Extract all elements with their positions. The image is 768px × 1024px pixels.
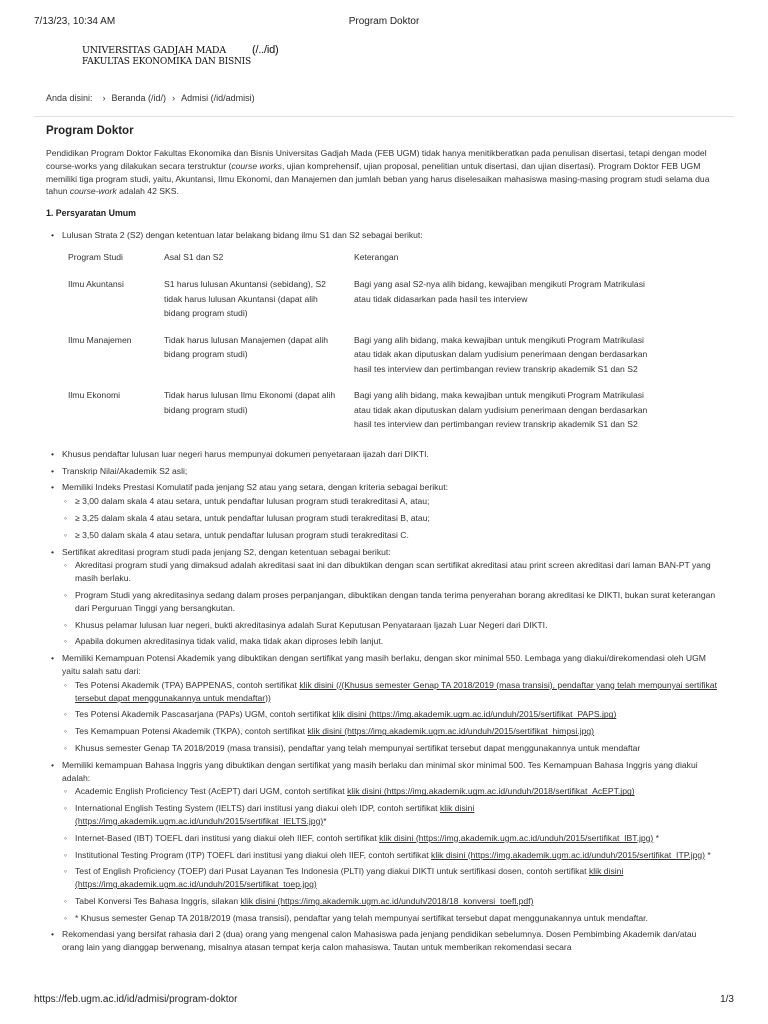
table-cell: Tidak harus lulusan Manajemen (dapat alih bidang program studi) <box>164 334 329 360</box>
logo-link[interactable]: (/../id) <box>252 44 279 56</box>
logo-university: UNIVERSITAS GADJAH MADA <box>82 45 226 56</box>
table-header-row <box>62 247 666 275</box>
print-header <box>34 16 734 30</box>
breadcrumb-label: Anda disini: <box>46 93 93 103</box>
sub-list-item: ◦ Tabel Konversi Tes Bahasa Inggris, silakan klik disini (https://img.akademik.ugm.ac.id/unduh/2018/18_konversi_toefl.pdf) <box>62 895 718 908</box>
conversion-table-link[interactable]: klik disini (https://img.akademik.ugm.ac.id/unduh/2018/18_konversi_toefl.pdf) <box>240 895 534 906</box>
sub-list-item: ◦ Tes Potensi Akademik (TPA) BAPPENAS, contoh sertifikat klik disini (/(Khusus semester Genap TA 2018/2019 (masa transisi), pendaftar yang telah mempunyai sertifikat tersebut dapat menggunakannya untuk mendaftar)) <box>62 679 718 705</box>
example-certificate-link[interactable]: klik disini (https://img.akademik.ugm.ac.id/unduh/2015/sertifikat_toep.jpg) <box>75 866 624 890</box>
tpa-sublist <box>62 679 718 755</box>
list-item: • Lulusan Strata 2 (S2) dengan ketentuan latar belakang bidang ilmu S1 dan S2 sebagai berikut: Program Studi Asal S1 dan S2 Keterangan Ilmu Akuntansi S1 harus lulusan Akuntansi (sebidang), S2 tidak harus lulusan Akuntansi (dapat alih bidang program studi) Bagi yang asal S2-nya alih bidang, kewajiban mengikuti Program Matrikulasi atau tidak didasarkan pada hasil tes interview Ilmu Manajemen Tidak harus lulusan Manajemen (dapat alih bidang program studi) Bagi yang alih bidang, maka kewajiban untuk mengikuti Program Matrikulasi atau tidak akan diputuskan dalam yudisium penerimaan dengan berdasarkan hasil tes interview dan pertimbangan review transkrip akademik S1 dan S2 Ilmu Ekonomi Tidak harus lulusan Ilmu Ekonomi (dapat alih bidang program studi) Bagi yang alih bidang, maka kewajiban untuk mengikuti Program Matrikulasi atau tidak akan diputuskan dalam yudisium penerimaan dengan berdasarkan hasil tes interview dan pertimbangan review transkrip akademik S1 dan S2 <box>46 229 718 441</box>
breadcrumb-admisi-link[interactable]: Admisi (/id/admisi) <box>181 93 255 103</box>
example-certificate-link[interactable]: klik disini (https://img.akademik.ugm.ac.id/unduh/2015/sertifikat_IELTS.jpg) <box>75 803 475 826</box>
table-row <box>62 385 666 441</box>
table-cell: S1 harus lulusan Akuntansi (sebidang), S2 tidak harus lulusan Akuntansi (dapat alih bidang program studi) <box>164 279 326 319</box>
table-row <box>62 330 666 386</box>
example-certificate-link[interactable]: klik disini (https://img.akademik.ugm.ac.id/unduh/2015/sertifikat_himpsi.jpg) <box>307 726 595 737</box>
section-title: 1. Persyaratan Umum <box>46 208 136 219</box>
sub-list-item: ◦ ≥ 3,00 dalam skala 4 atau setara, untuk pendaftar lulusan program studi terakreditasi A, atau; <box>62 495 718 508</box>
logo-faculty: FAKULTAS EKONOMIKA DAN BISNIS <box>82 57 251 67</box>
sub-list-item: ◦ Program Studi yang akreditasinya sedang dalam proses perpanjangan, dibuktikan dengan tanda terima penyerahan borang akreditasi ke DIKTI, bukan surat keterangan dari Perguruan Tinggi yang bersangkutan. <box>62 589 718 615</box>
english-sublist <box>62 785 718 924</box>
sub-list-item: ◦ Tes Kemampuan Potensi Akademik (TKPA), contoh sertifikat klik disini (https://img.akademik.ugm.ac.id/unduh/2015/sertifikat_himpsi.jpg) <box>62 725 718 738</box>
sub-list-item: ◦ Khusus pelamar lulusan luar negeri, bukti akreditasinya adalah Surat Keputusan Penyataraan Ijazah Luar Negeri dari DIKTI. <box>62 619 718 632</box>
breadcrumb-home-link[interactable]: Beranda (/id/) <box>111 93 167 103</box>
table-cell: Tidak harus lulusan Ilmu Ekonomi (dapat alih bidang program studi) <box>164 390 336 415</box>
requirements-list <box>46 229 718 954</box>
list-item: • Memiliki Kemampuan Potensi Akademik yang dibuktikan dengan sertifikat yang masih berlaku, dengan skor minimal 550. Lembaga yang diakui/direkomendasi oleh UGM yaitu salah satu dari: ◦ Tes Potensi Akademik (TPA) BAPPENAS, contoh sertifikat klik disini (/(Khusus semester Genap TA 2018/2019 (masa transisi), pendaftar yang telah mempunyai sertifikat tersebut dapat menggunakannya untuk mendaftar)) ◦ Tes Potensi Akademik Pascasarjana (PAPs) UGM, contoh sertifikat klik disini (https://img.akademik.ugm.ac.id/unduh/2015/sertifikat_PAPS.jpg) ◦ Tes Kemampuan Potensi Akademik (TKPA), contoh sertifikat klik disini (https://img.akademik.ugm.ac.id/unduh/2015/sertifikat_himpsi.jpg) ◦ Khusus semester Genap TA 2018/2019 (masa transisi), pendaftar yang telah mempunyai sertifikat tersebut dapat menggunakannya untuk mendaftar <box>46 652 718 755</box>
list-item: • Khusus pendaftar lulusan luar negeri harus mempunyai dokumen penyetaraan ijazah dari DIKTI. <box>46 448 718 461</box>
table-header-cell: Program Studi <box>68 251 123 262</box>
ipk-sublist <box>62 495 718 541</box>
table-cell: Bagi yang alih bidang, maka kewajiban untuk mengikuti Program Matrikulasi atau tidak akan diputuskan dalam yudisium penerimaan dengan berdasarkan hasil tes interview dan pertimbangan review transkrip akademik S1 dan S2 <box>354 390 648 430</box>
sub-list-item: ◦ Test of English Proficiency (TOEP) dari Pusat Layanan Tes Indonesia (PLTI) yang diakui DIKTI untuk sertifikasi dosen, contoh sertifikat klik disini (https://img.akademik.ugm.ac.id/unduh/2015/sertifikat_toep.jpg) <box>62 865 718 891</box>
main-content <box>46 124 718 954</box>
sub-list-item: ◦ Academic English Proficiency Test (AcEPT) dari UGM, contoh sertifikat klik disini (https://img.akademik.ugm.ac.id/unduh/2018/sertifikat_AcEPT.jpg) <box>62 785 718 798</box>
list-item: • Transkrip Nilai/Akademik S2 asli; <box>46 465 718 478</box>
breadcrumb <box>46 93 255 103</box>
sub-list-item: ◦ International English Testing System (IELTS) dari institusi yang diakui oleh IDP, contoh sertifikat klik disini (https://img.akademik.ugm.ac.id/unduh/2015/sertifikat_IELTS.jpg)* <box>62 802 718 828</box>
table-cell: Ilmu Akuntansi <box>68 279 124 290</box>
sub-list-item: ◦ Apabila dokumen akreditasinya tidak valid, maka tidak akan diproses lebih lanjut. <box>62 635 718 648</box>
example-certificate-link[interactable]: klik disini (https://img.akademik.ugm.ac.id/unduh/2018/sertifikat_AcEPT.jpg) <box>347 786 635 797</box>
site-logo[interactable] <box>82 44 279 67</box>
example-certificate-link[interactable]: klik disini (/(Khusus semester Genap TA 2018/2019 (masa transisi), pendaftar yang telah mempunyai sertifikat tersebut dapat menggunakannya untuk mendaftar)) <box>75 679 717 703</box>
print-footer <box>34 994 734 1008</box>
list-item: • Sertifikat akreditasi program studi pada jenjang S2, dengan ketentuan sebagai berikut: ◦ Akreditasi program studi yang dimaksud adalah akreditasi saat ini dan dibuktikan dengan scan sertifikat akreditasi atau print screen akreditasi dari laman BAN-PT yang masih berlaku. ◦ Program Studi yang akreditasinya sedang dalam proses perpanjangan, dibuktikan dengan tanda terima penyerahan borang akreditasi ke DIKTI, bukan surat keterangan dari Perguruan Tinggi yang bersangkutan. ◦ Khusus pelamar lulusan luar negeri, bukti akreditasinya adalah Surat Keputusan Penyataraan Ijazah Luar Negeri dari DIKTI. ◦ Apabila dokumen akreditasinya tidak valid, maka tidak akan diproses lebih lanjut. <box>46 546 718 649</box>
sub-list-item: ◦ Tes Potensi Akademik Pascasarjana (PAPs) UGM, contoh sertifikat klik disini (https://img.akademik.ugm.ac.id/unduh/2015/sertifikat_PAPS.jpg) <box>62 708 718 721</box>
list-item: • Rekomendasi yang bersifat rahasia dari 2 (dua) orang yang mengenal calon Mahasiswa pada jenjang pendidikan sebelumnya. Dosen Pembimbing Akademik dan/atau orang lain yang dianggap berwenang, misalnya atasan tempat kerja calon mahasiswa. Tautan untuk memberikan rekomendasi secara <box>46 928 718 954</box>
print-date: 7/13/23, 10:34 AM <box>34 16 116 27</box>
sub-list-item: ◦ * Khusus semester Genap TA 2018/2019 (masa transisi), pendaftar yang telah mempunyai sertifikat tersebut dapat menggunakannya untuk mendaftar. <box>62 912 718 925</box>
list-item: • Memiliki kemampuan Bahasa Inggris yang dibuktikan dengan sertifikat yang masih berlaku dan minimal skor minimal 500. Tes Kemampuan Bahasa Inggris yang diakui adalah: ◦ Academic English Proficiency Test (AcEPT) dari UGM, contoh sertifikat klik disini (https://img.akademik.ugm.ac.id/unduh/2018/sertifikat_AcEPT.jpg) ◦ International English Testing System (IELTS) dari institusi yang diakui oleh IDP, contoh sertifikat klik disini (https://img.akademik.ugm.ac.id/unduh/2015/sertifikat_IELTS.jpg)* ◦ Internet-Based (IBT) TOEFL dari institusi yang diakui oleh IIEF, contoh sertifikat klik disini (https://img.akademik.ugm.ac.id/unduh/2015/sertifikat_IBT.jpg) * ◦ Institutional Testing Program (ITP) TOEFL dari institusi yang diakui oleh IIEF, contoh sertifikat klik disini (https://img.akademik.ugm.ac.id/unduh/2015/sertifikat_ITP.jpg) * ◦ Test of English Proficiency (TOEP) dari Pusat Layanan Tes Indonesia (PLTI) yang diakui DIKTI untuk sertifikasi dosen, contoh sertifikat klik disini (https://img.akademik.ugm.ac.id/unduh/2015/sertifikat_toep.jpg) ◦ Tabel Konversi Tes Bahasa Inggris, silakan klik disini (https://img.akademik.ugm.ac.id/unduh/2018/18_konversi_toefl.pdf) ◦ * Khusus semester Genap TA 2018/2019 (masa transisi), pendaftar yang telah mempunyai sertifikat tersebut dapat menggunakannya untuk mendaftar. <box>46 759 718 925</box>
akreditasi-sublist <box>62 559 718 648</box>
table-cell: Ilmu Ekonomi <box>68 390 121 401</box>
table-header-cell: Asal S1 dan S2 <box>164 251 224 262</box>
page-number: 1/3 <box>720 994 734 1005</box>
divider <box>34 116 734 117</box>
intro-paragraph: Pendidikan Program Doktor Fakultas Ekonomika dan Bisnis Universitas Gadjah Mada (FEB UGM) tidak hanya menitikberatkan pada penulisan disertasi, tetapi dengan model course-works yang dilakukan secara terstruktur (course works, ujian komprehensif, ujian proposal, penelitian untuk disertasi, dan ujian disertasi). Program Doktor FEB UGM memiliki tiga program studi, yaitu, Akuntansi, Ilmu Ekonomi, dan Manajemen dan jumlah beban yang harus diselesaikan mahasiswa masing-masing program studi selama dua tahun course-work adalah 42 SKS. <box>46 148 710 197</box>
example-certificate-link[interactable]: klik disini (https://img.akademik.ugm.ac.id/unduh/2015/sertifikat_IBT.jpg) <box>379 832 654 843</box>
list-item: • Memiliki Indeks Prestasi Komulatif pada jenjang S2 atau yang setara, dengan kriteria sebagai berikut: ◦ ≥ 3,00 dalam skala 4 atau setara, untuk pendaftar lulusan program studi terakreditasi A, atau; ◦ ≥ 3,25 dalam skala 4 atau setara, untuk pendaftar lulusan program studi terakreditasi B, atau; ◦ ≥ 3,50 dalam skala 4 atau setara, untuk pendaftar lulusan program studi terakreditasi C. <box>46 481 718 541</box>
chevron-right-icon: › <box>172 93 176 103</box>
table-cell: Bagi yang alih bidang, maka kewajiban untuk mengikuti Program Matrikulasi atau tidak akan diputuskan dalam yudisium penerimaan dengan berdasarkan hasil tes interview dan pertimbangan review transkrip akademik S1 dan S2 <box>354 334 648 374</box>
sub-list-item: ◦ Akreditasi program studi yang dimaksud adalah akreditasi saat ini dan dibuktikan dengan scan sertifikat akreditasi atau print screen akreditasi dari laman BAN-PT yang masih berlaku. <box>62 559 718 585</box>
sub-list-item: ◦ ≥ 3,25 dalam skala 4 atau setara, untuk pendaftar lulusan program studi terakreditasi B, atau; <box>62 512 718 525</box>
sub-list-item: ◦ Institutional Testing Program (ITP) TOEFL dari institusi yang diakui oleh IIEF, contoh sertifikat klik disini (https://img.akademik.ugm.ac.id/unduh/2015/sertifikat_ITP.jpg) * <box>62 849 718 862</box>
example-certificate-link[interactable]: klik disini (https://img.akademik.ugm.ac.id/unduh/2015/sertifikat_PAPS.jpg) <box>332 709 617 720</box>
sub-list-item: ◦ Internet-Based (IBT) TOEFL dari institusi yang diakui oleh IIEF, contoh sertifikat klik disini (https://img.akademik.ugm.ac.id/unduh/2015/sertifikat_IBT.jpg) * <box>62 832 718 845</box>
sub-list-item: ◦ ≥ 3,50 dalam skala 4 atau setara, untuk pendaftar lulusan program studi terakreditasi C. <box>62 529 718 542</box>
sub-list-item: ◦ Khusus semester Genap TA 2018/2019 (masa transisi), pendaftar yang telah mempunyai sertifikat tersebut dapat menggunakannya untuk mendaftar <box>62 742 718 755</box>
chevron-right-icon: › <box>102 93 106 103</box>
print-url: https://feb.ugm.ac.id/id/admisi/program-doktor <box>34 994 238 1005</box>
requirements-table <box>62 247 666 441</box>
example-certificate-link[interactable]: klik disini (https://img.akademik.ugm.ac.id/unduh/2015/sertifikat_ITP.jpg) <box>431 849 706 860</box>
table-cell: Ilmu Manajemen <box>68 334 132 345</box>
print-title: Program Doktor <box>348 16 420 27</box>
table-header-cell: Keterangan <box>354 251 399 262</box>
table-cell: Bagi yang asal S2-nya alih bidang, kewajiban mengikuti Program Matrikulasi atau tidak didasarkan pada hasil tes interview <box>354 279 645 304</box>
page-title: Program Doktor <box>46 125 134 137</box>
table-row <box>62 274 666 330</box>
